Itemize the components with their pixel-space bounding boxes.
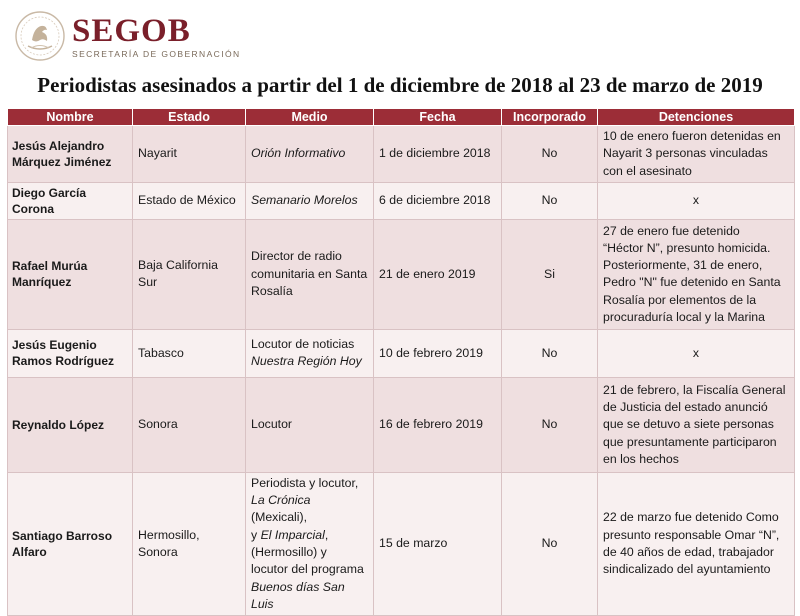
logo-subtitle: SECRETARÍA DE GOBERNACIÓN <box>72 48 241 59</box>
cell-line: Nuestra Región Hoy <box>251 354 362 369</box>
logo-name: SEGOB <box>72 12 191 49</box>
coat-of-arms-seal-icon <box>14 10 66 62</box>
cell-medio <box>246 377 374 472</box>
cell-line: 27 de enero fue detenido <box>603 223 740 238</box>
cell-incorporado: Si <box>502 219 598 329</box>
table-row <box>8 182 795 219</box>
cell-fecha: 21 de enero 2019 <box>374 219 502 329</box>
cell-detenciones <box>598 377 795 472</box>
table-row <box>8 329 795 377</box>
cell-line: Ramos Rodríguez <box>12 354 115 369</box>
cell-line: Jesús Eugenio <box>12 338 97 353</box>
table-row <box>8 377 795 472</box>
cell-line: procuraduría local y la Marina <box>603 309 765 324</box>
cell-line: Pedro "N" fue detenido en Santa <box>603 275 781 290</box>
cell-detenciones <box>598 126 795 183</box>
cell-segment: El Imparcial <box>260 527 325 542</box>
cell-fecha: 6 de diciembre 2018 <box>374 182 502 219</box>
cell-segment: y <box>251 527 261 542</box>
cell-line: Semanario Morelos <box>251 193 358 208</box>
cell-medio <box>246 219 374 329</box>
cell-line: 10 de enero fueron detenidas en <box>603 129 781 143</box>
cell-line: Hermosillo, <box>138 527 200 542</box>
cell-incorporado: No <box>502 377 598 472</box>
cell-segment: Periodista y locutor, <box>251 475 359 490</box>
cell-segment: (Mexicali), <box>251 510 308 525</box>
column-header-medio: Medio <box>246 109 374 126</box>
table-header-row <box>8 109 795 126</box>
cell-estado: Estado de México <box>133 182 246 219</box>
table-body <box>8 126 795 616</box>
page-title: Periodistas asesinados a partir del 1 de diciembre de 2018 al 23 de marzo de 2019 <box>37 73 763 97</box>
cell-line: Corona <box>12 201 54 216</box>
cell-estado: Baja California Sur <box>133 219 246 329</box>
cell-line: Posteriormente, 31 de enero, <box>603 258 763 273</box>
cell-incorporado: No <box>502 182 598 219</box>
cell-incorporado: No <box>502 472 598 615</box>
segob-logo <box>14 8 241 64</box>
column-header-fecha: Fecha <box>374 109 502 126</box>
cell-fecha: 1 de diciembre 2018 <box>374 126 502 183</box>
cell-line: Director de radio <box>251 249 342 264</box>
cell-nombre <box>8 377 133 472</box>
cell-line: de Justicia del estado anunció <box>603 399 768 414</box>
table-row <box>8 219 795 329</box>
cell-segment: (Hermosillo) y <box>251 545 327 560</box>
cell-line: Jesús Alejandro <box>12 138 105 153</box>
cell-segment: , <box>324 527 329 542</box>
cell-line: Locutor de noticias <box>251 337 355 352</box>
cell-detenciones <box>598 329 795 377</box>
cell-segment: Buenos días San Luis <box>251 579 345 611</box>
cell-line: Rafael Murúa <box>12 259 88 274</box>
cell-detenciones <box>598 182 795 219</box>
cell-detenciones <box>598 219 795 329</box>
cell-medio <box>246 329 374 377</box>
cell-estado: Nayarit <box>133 126 246 183</box>
cell-detenciones <box>598 472 795 615</box>
journalists-table-container <box>7 108 794 616</box>
cell-segment: locutor del programa <box>251 562 364 577</box>
cell-nombre <box>8 219 133 329</box>
cell-estado: Tabasco <box>133 329 246 377</box>
cell-line: x <box>692 345 700 360</box>
cell-nombre <box>8 126 133 183</box>
cell-line: Rosalía por elementos de la <box>603 292 757 307</box>
cell-segment: La Crónica <box>251 493 311 508</box>
cell-line: 21 de febrero, la Fiscalía General <box>603 382 786 397</box>
cell-line: Rosalía <box>251 284 293 299</box>
cell-line: que presuntamente participaron <box>603 434 777 449</box>
cell-line: sindicalizado del ayuntamiento <box>603 562 771 577</box>
cell-line: Locutor <box>251 417 293 432</box>
cell-line: en los hechos <box>603 451 679 466</box>
table-row <box>8 472 795 615</box>
cell-line: presunto responsable Omar “N”, <box>603 527 780 542</box>
cell-medio <box>246 182 374 219</box>
cell-medio <box>246 472 374 615</box>
cell-line: 22 de marzo fue detenido Como <box>603 510 779 525</box>
cell-nombre <box>8 472 133 615</box>
cell-line: que se detuvo a siete personas <box>603 417 774 432</box>
cell-fecha: 15 de marzo <box>374 472 502 615</box>
column-header-incorporado: Incorporado <box>502 109 598 126</box>
cell-line: Santiago Barroso <box>12 529 113 544</box>
cell-estado <box>133 472 246 615</box>
cell-line: “Héctor N”, presunto homicida. <box>603 240 771 255</box>
cell-line: x <box>692 193 700 208</box>
column-header-detenciones: Detenciones <box>598 109 795 126</box>
cell-line: Diego García <box>12 185 87 200</box>
cell-line: Sonora <box>138 545 178 560</box>
cell-medio <box>246 126 374 183</box>
cell-line: Reynaldo López <box>12 417 105 432</box>
column-header-nombre: Nombre <box>8 109 133 126</box>
journalists-table <box>7 108 795 616</box>
cell-line: Manríquez <box>12 275 72 290</box>
cell-fecha: 16 de febrero 2019 <box>374 377 502 472</box>
cell-incorporado: No <box>502 329 598 377</box>
cell-line: con el asesinato <box>603 163 692 178</box>
cell-line: Nayarit 3 personas vinculadas <box>603 146 768 161</box>
cell-line: comunitaria en Santa <box>251 266 368 281</box>
cell-line: Orión Informativo <box>251 146 346 161</box>
cell-line: Alfaro <box>12 545 47 560</box>
table-row <box>8 126 795 183</box>
cell-incorporado: No <box>502 126 598 183</box>
cell-line: Márquez Jiménez <box>12 154 112 169</box>
cell-nombre <box>8 182 133 219</box>
cell-nombre <box>8 329 133 377</box>
cell-line: de 40 años de edad, trabajador <box>603 545 774 560</box>
cell-fecha: 10 de febrero 2019 <box>374 329 502 377</box>
cell-estado: Sonora <box>133 377 246 472</box>
column-header-estado: Estado <box>133 109 246 126</box>
